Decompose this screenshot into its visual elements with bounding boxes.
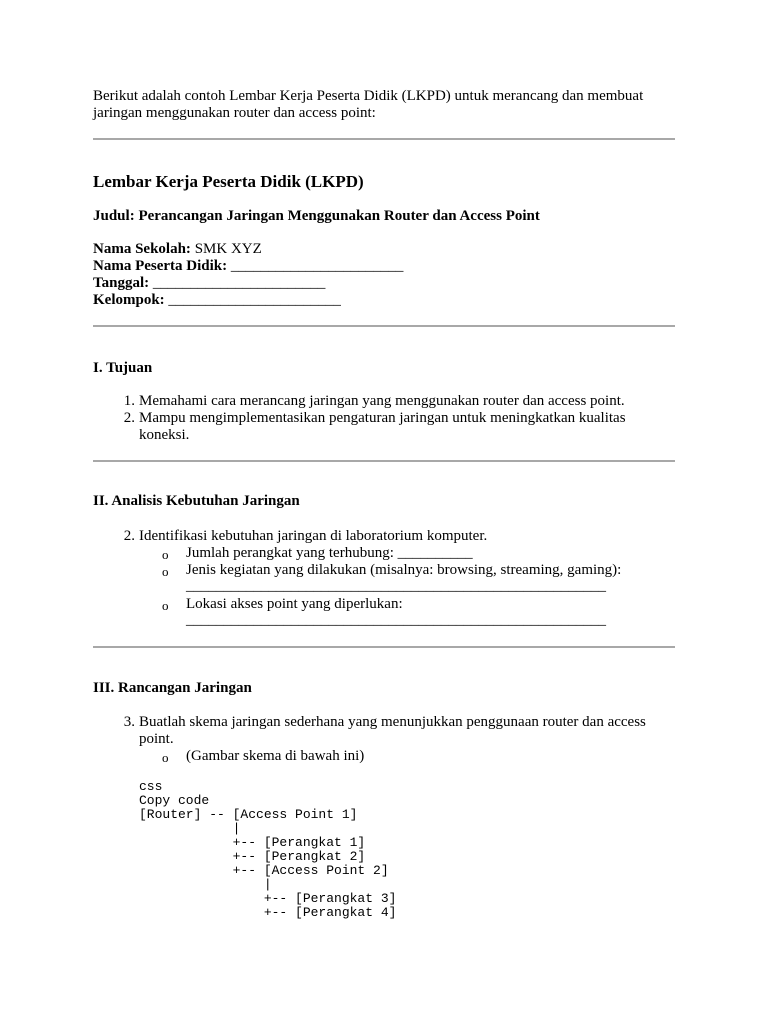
sub-bullet: o xyxy=(162,547,169,562)
document-title: Lembar Kerja Peserta Didik (LKPD) xyxy=(93,172,364,191)
kelompok-label: Kelompok: xyxy=(93,292,165,308)
peserta-line xyxy=(93,258,403,275)
sub-bullet: o xyxy=(162,598,169,613)
list-number: 2. xyxy=(123,528,135,544)
list-item: Memahami cara merancang jaringan yang menggunakan router dan access point. xyxy=(139,393,625,409)
list-item-continuation: koneksi. xyxy=(139,427,190,443)
sub-item: Lokasi akses point yang diperlukan: xyxy=(186,596,403,612)
divider xyxy=(93,138,675,140)
list-item: Mampu mengimplementasikan pengaturan jaringan untuk meningkatkan kualitas xyxy=(139,410,626,426)
sub-bullet: o xyxy=(162,750,169,765)
list-item: Identifikasi kebutuhan jaringan di laboratorium komputer. xyxy=(139,528,488,544)
peserta-label: Nama Peserta Didik: xyxy=(93,258,228,274)
sekolah-label: Nama Sekolah: xyxy=(93,241,191,257)
answer-blank: ________________________________________________________ xyxy=(186,612,606,628)
section-heading-tujuan: I. Tujuan xyxy=(93,360,153,376)
list-number: 2. xyxy=(123,410,135,426)
code-language-label: css xyxy=(139,779,163,794)
list-item: Buatlah skema jaringan sederhana yang menunjukkan penggunaan router dan access xyxy=(139,714,646,730)
sub-bullet: o xyxy=(162,564,169,579)
copy-code-button[interactable]: Copy code xyxy=(139,793,210,808)
divider xyxy=(93,646,675,648)
list-number: 3. xyxy=(123,714,135,730)
tanggal-blank: _______________________ xyxy=(152,275,326,291)
list-item-continuation: point. xyxy=(139,731,174,747)
sub-item: (Gambar skema di bawah ini) xyxy=(186,748,365,764)
network-diagram-code: [Router] -- [Access Point 1] | +-- [Perangkat 1] +-- [Perangkat 2] +-- [Access Point 2] | +-- [Perangkat 3] +-- [Perangkat 4] xyxy=(139,807,397,920)
sub-item: Jenis kegiatan yang dilakukan (misalnya: browsing, streaming, gaming): xyxy=(186,562,622,578)
sekolah-line xyxy=(93,241,262,258)
list-number: 1. xyxy=(123,393,135,409)
sub-item: Jumlah perangkat yang terhubung: __________ xyxy=(186,545,473,561)
tanggal-label: Tanggal: xyxy=(93,275,150,291)
divider xyxy=(93,325,675,327)
answer-blank: ________________________________________________________ xyxy=(186,578,606,594)
sekolah-value: SMK XYZ xyxy=(194,241,262,257)
judul-heading: Judul: Perancangan Jaringan Menggunakan Router dan Access Point xyxy=(93,208,540,224)
section-heading-analisis: II. Analisis Kebutuhan Jaringan xyxy=(93,493,300,509)
kelompok-blank: _______________________ xyxy=(168,292,341,308)
section-heading-rancangan: III. Rancangan Jaringan xyxy=(93,680,252,696)
tanggal-line xyxy=(93,275,325,292)
divider xyxy=(93,460,675,462)
peserta-blank: _______________________ xyxy=(230,258,404,274)
intro-paragraph: Berikut adalah contoh Lembar Kerja Peserta Didik (LKPD) untuk merancang dan membuat jaringan menggunakan router dan access point: xyxy=(93,88,644,121)
kelompok-line xyxy=(93,292,341,309)
